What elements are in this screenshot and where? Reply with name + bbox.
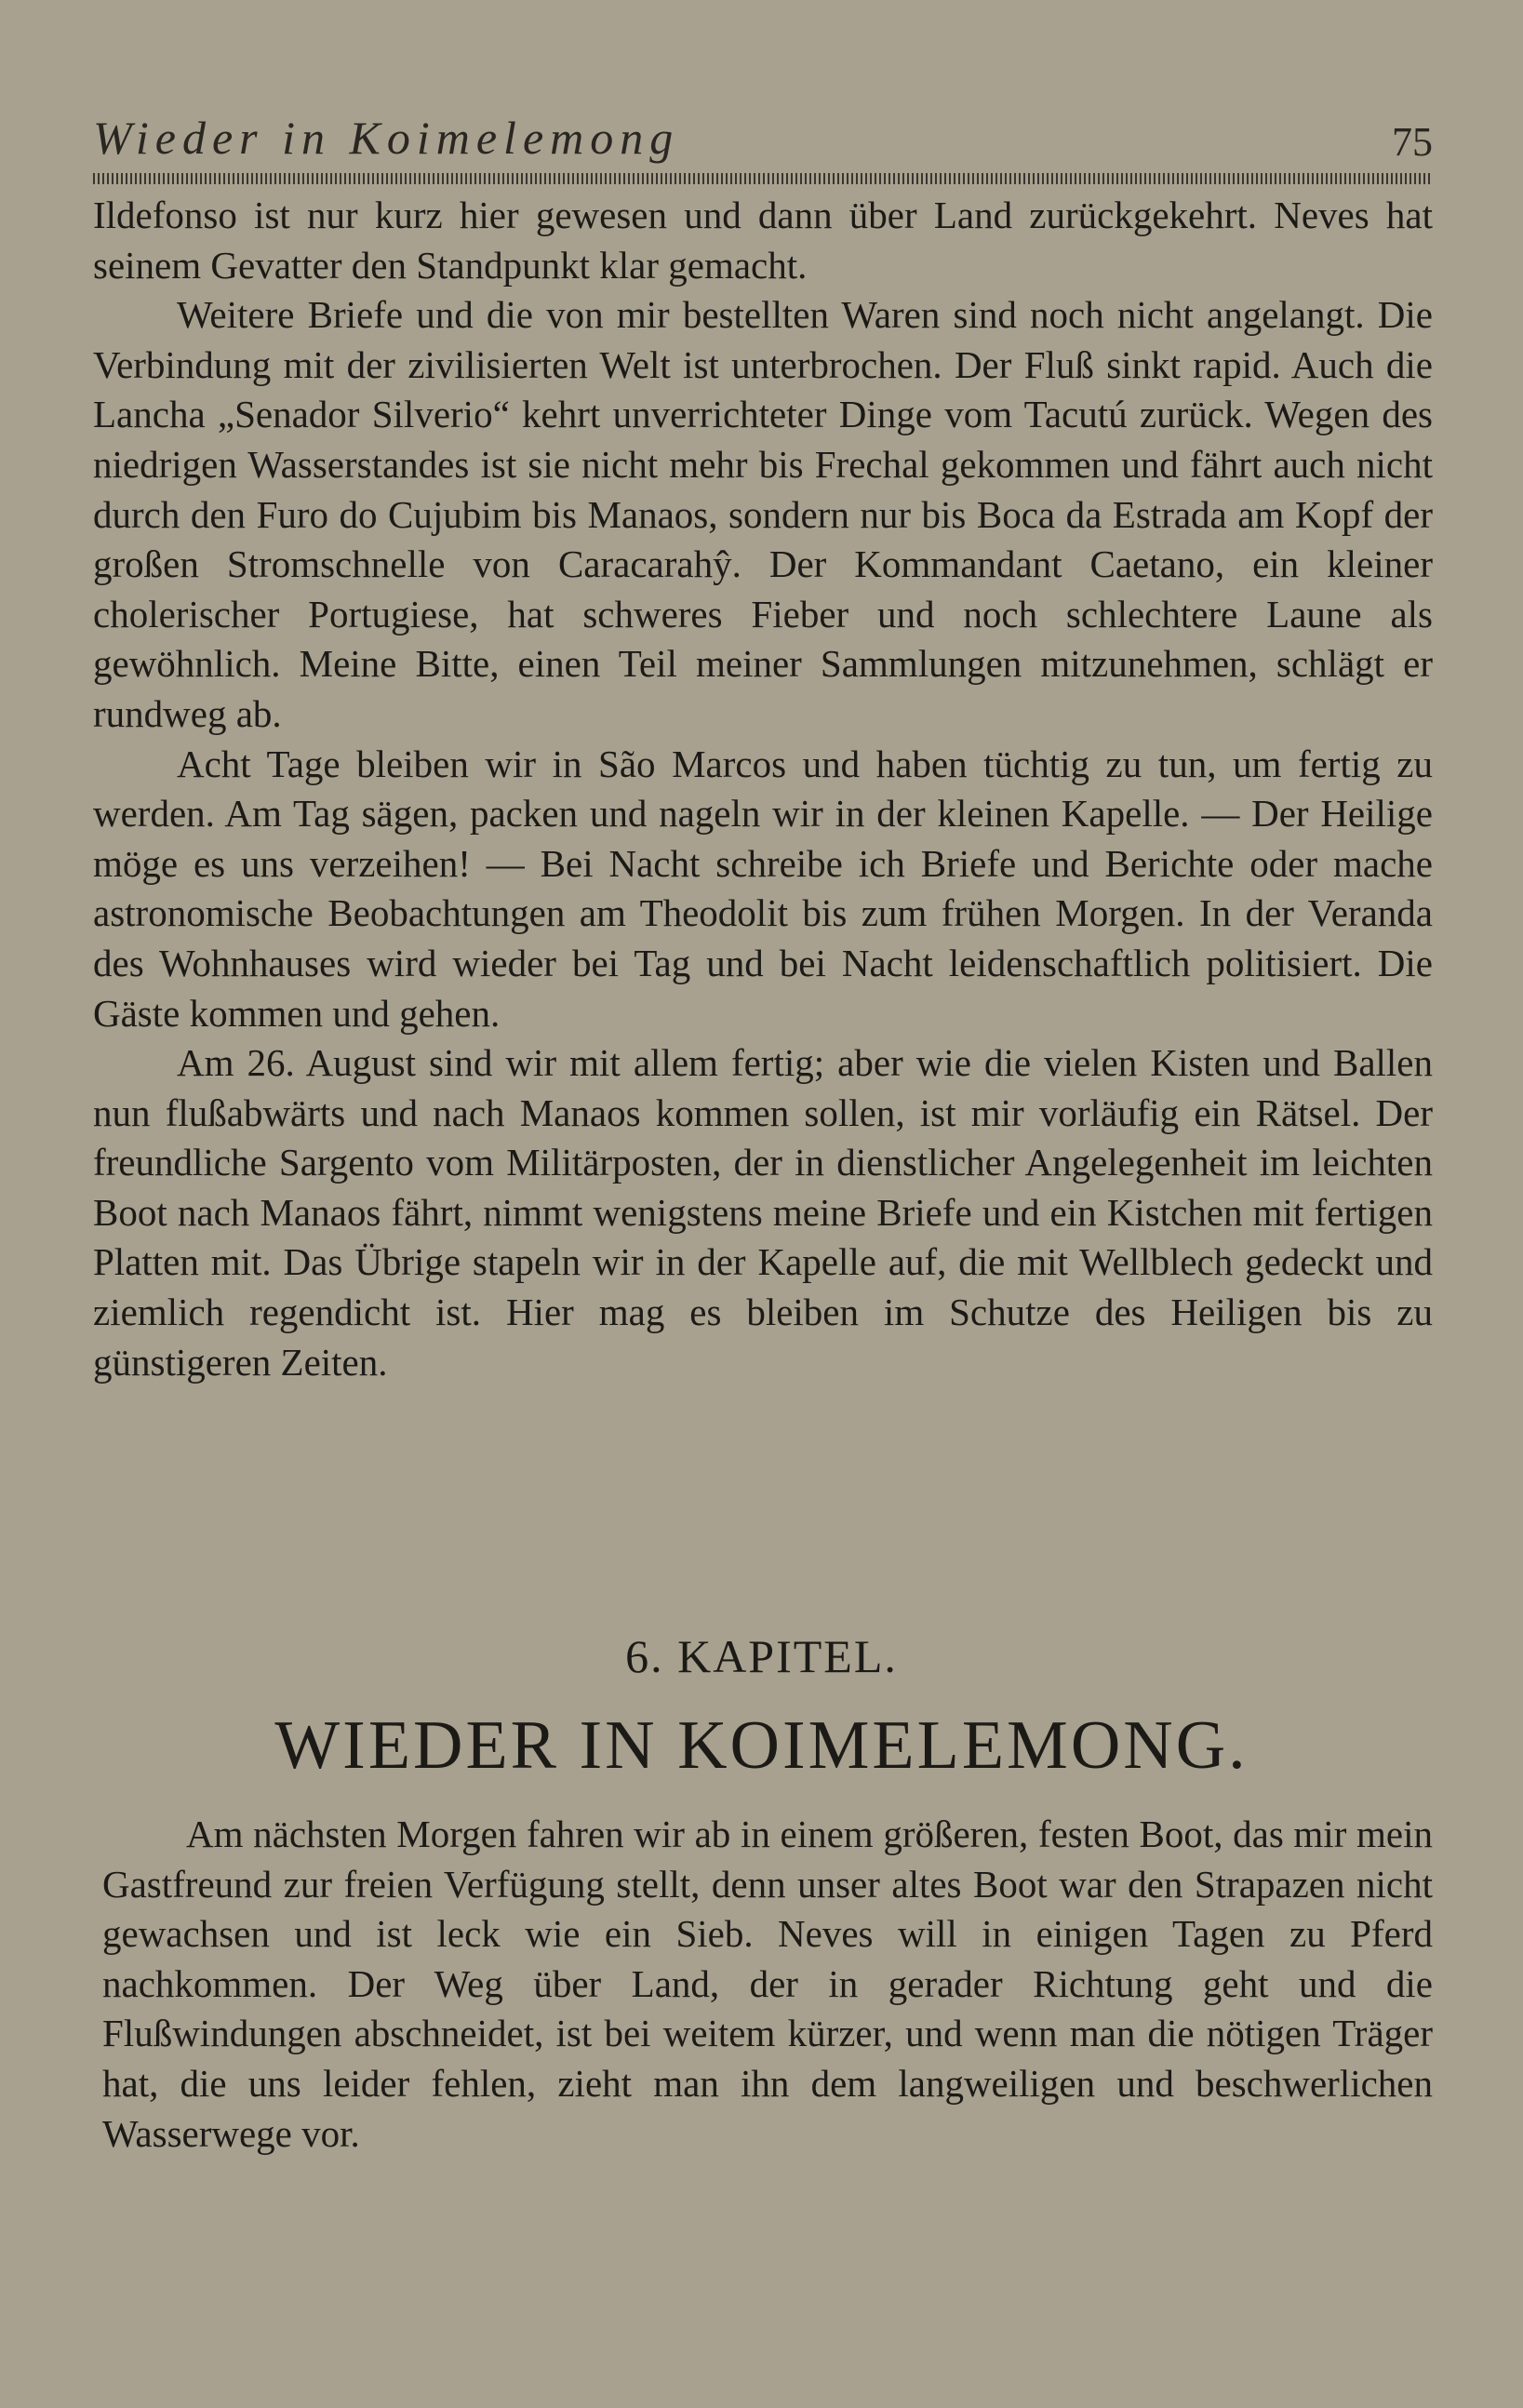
paragraph: Acht Tage bleiben wir in São Marcos und haben tüchtig zu tun, um fertig zu werden. Am Tag sägen, packen und nageln wir in der kleinen Kapelle. — Der Heilige möge es uns verzeihen! — Bei Nacht schreibe ich Briefe und Berichte oder mache astronomische Beobachtungen am Theodolit bis zum frühen Morgen. In der Veranda des Wohnhauses wird wieder bei Tag und bei Nacht leidenschaftlich politisiert. Die Gäste kommen und gehen.	[93, 742, 1433, 1035]
paragraph: Am 26. August sind wir mit allem fertig; aber wie die vielen Kisten und Ballen nun flußabwärts und nach Manaos kommen sollen, ist mir vorläufig ein Rätsel. Der freundliche Sargento vom Militärposten, der in dienstlicher Angelegenheit im leichten Boot nach Manaos fährt, nimmt wenigstens meine Briefe und ein Kistchen mit fertigen Platten mit. Das Übrige stapeln wir in der Kapelle auf, die mit Wellblech gedeckt und ziemlich regendicht ist. Hier mag es bleiben im Schutze des Heiligen bis zu günstigeren Zeiten.	[93, 1041, 1433, 1384]
header-rule	[93, 173, 1433, 184]
running-header	[93, 110, 1433, 175]
paragraph: Am nächsten Morgen fahren wir ab in einem größeren, festen Boot, das mir mein Gastfreund zur freien Verfügung stellt, denn unser altes Boot war den Strapazen nicht gewachsen und ist leck wie ein Sieb. Neves will in einigen Tagen zu Pferd nachkommen. Der Weg über Land, der in gerader Richtung geht und die Flußwindungen abschneidet, ist bei weitem kürzer, und wenn man die nötigen Träger hat, die uns leider fehlen, zieht man ihn dem langweiligen und beschwerlichen Wasserwege vor.	[102, 1813, 1433, 2155]
chapter-title: WIEDER IN KOIMELEMONG.	[274, 1707, 1249, 1784]
body-text	[93, 191, 1433, 1387]
paragraph: Weitere Briefe und die von mir bestellten Waren sind noch nicht angelangt. Die Verbindung mit der zivilisierten Welt ist unterbrochen. Der Fluß sinkt rapid. Auch die Lancha „Senador Silverio“ kehrt unverrichteter Dinge vom Tacutú zurück. Wegen des niedrigen Wasserstandes ist sie nicht mehr bis Frechal gekommen und fährt auch nicht durch den Furo do Cujubim bis Manaos, sondern nur bis Boca da Estrada am Kopf der großen Stromschnelle von Caracarahŷ. Der Kommandant Caetano, ein kleiner cholerischer Portugiese, hat schweres Fieber und noch schlechtere Laune als gewöhnlich. Meine Bitte, einen Teil meiner Sammlungen mitzunehmen, schlägt er rundweg ab.	[93, 293, 1433, 735]
chapter-number: 6. KAPITEL.	[625, 1630, 898, 1682]
running-title: Wieder in Koimelemong	[93, 112, 680, 164]
chapter-text	[102, 1810, 1433, 2159]
page-number: 75	[1392, 119, 1433, 165]
paragraph: Ildefonso ist nur kurz hier gewesen und dann über Land zurückgekehrt. Neves hat seinem Gevatter den Standpunkt klar gemacht.	[93, 194, 1433, 287]
